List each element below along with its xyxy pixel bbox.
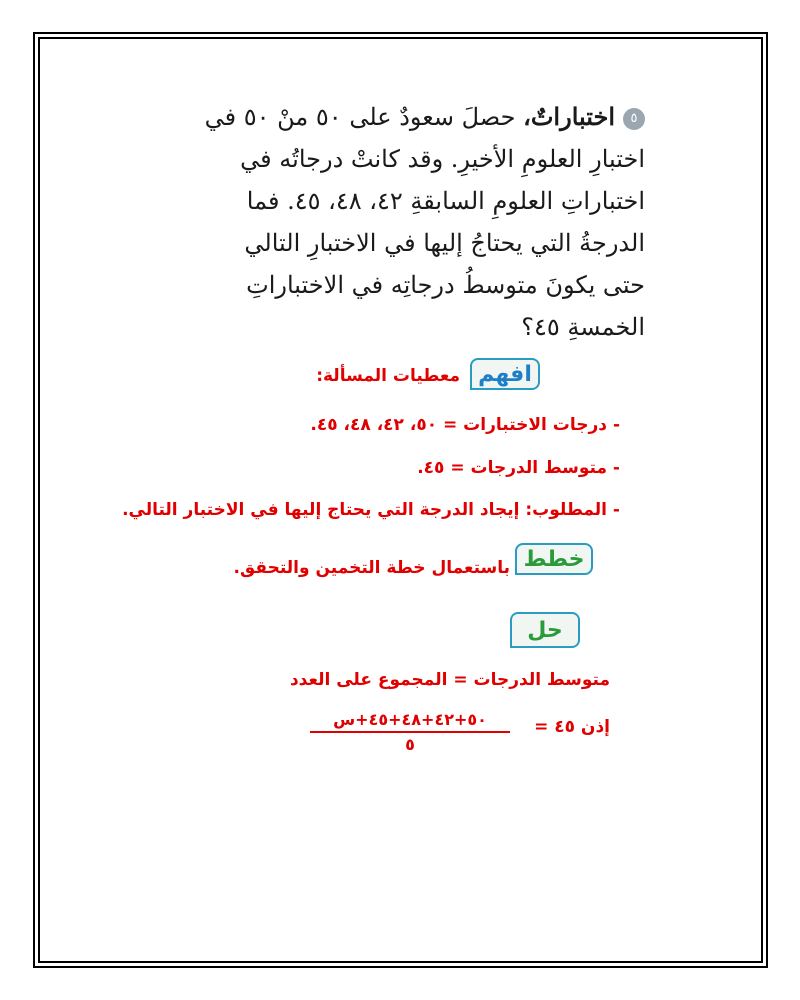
given-item-1: - درجات الاختبارات = ٥٠، ٤٢، ٤٨، ٤٥. — [310, 415, 620, 435]
understand-heading: معطيات المسألة: — [316, 366, 460, 386]
fraction-denominator: ٥ — [405, 735, 415, 754]
problem-line-2: اختبارِ العلومِ الأخيرِ. وقد كانتْ درجاتُه في — [240, 145, 645, 173]
solve-line-1: متوسط الدرجات = المجموع على العدد — [289, 670, 610, 690]
plan-text: باستعمال خطة التخمين والتحقق. — [233, 558, 510, 578]
problem-keyword: اختباراتٌ، — [523, 102, 615, 131]
given-item-3: - المطلوب: إيجاد الدرجة التي يحتاج إليها في الاختبار التالي. — [122, 500, 620, 520]
problem-line-3: اختباراتِ العلومِ السابقةِ ٤٢، ٤٨، ٤٥. فما — [246, 187, 645, 215]
solve-fraction — [310, 710, 510, 754]
fraction-numerator: ٥٠+٤٢+٤٨+٤٥+س — [310, 710, 510, 733]
problem-number-badge: ٥ — [623, 108, 645, 130]
problem-text — [200, 96, 645, 348]
problem-line-5: حتى يكونَ متوسطُ درجاتِه في الاختباراتِ — [246, 271, 645, 299]
problem-line-4: الدرجةُ التي يحتاجُ إليها في الاختبارِ التالي — [244, 229, 645, 257]
problem-line-6: الخمسةِ ٤٥؟ — [521, 313, 645, 341]
plan-tag: خطط — [515, 543, 593, 575]
problem-line-1 — [200, 96, 645, 138]
understand-tag: افهم — [470, 358, 540, 390]
problem-line-text: حصلَ سعودٌ على ٥٠ منْ ٥٠ في — [204, 103, 516, 131]
solve-equation-prefix: إذن ٤٥ = — [534, 717, 610, 737]
solve-tag: حل — [510, 612, 580, 648]
given-item-2: - متوسط الدرجات = ٤٥. — [417, 458, 620, 478]
